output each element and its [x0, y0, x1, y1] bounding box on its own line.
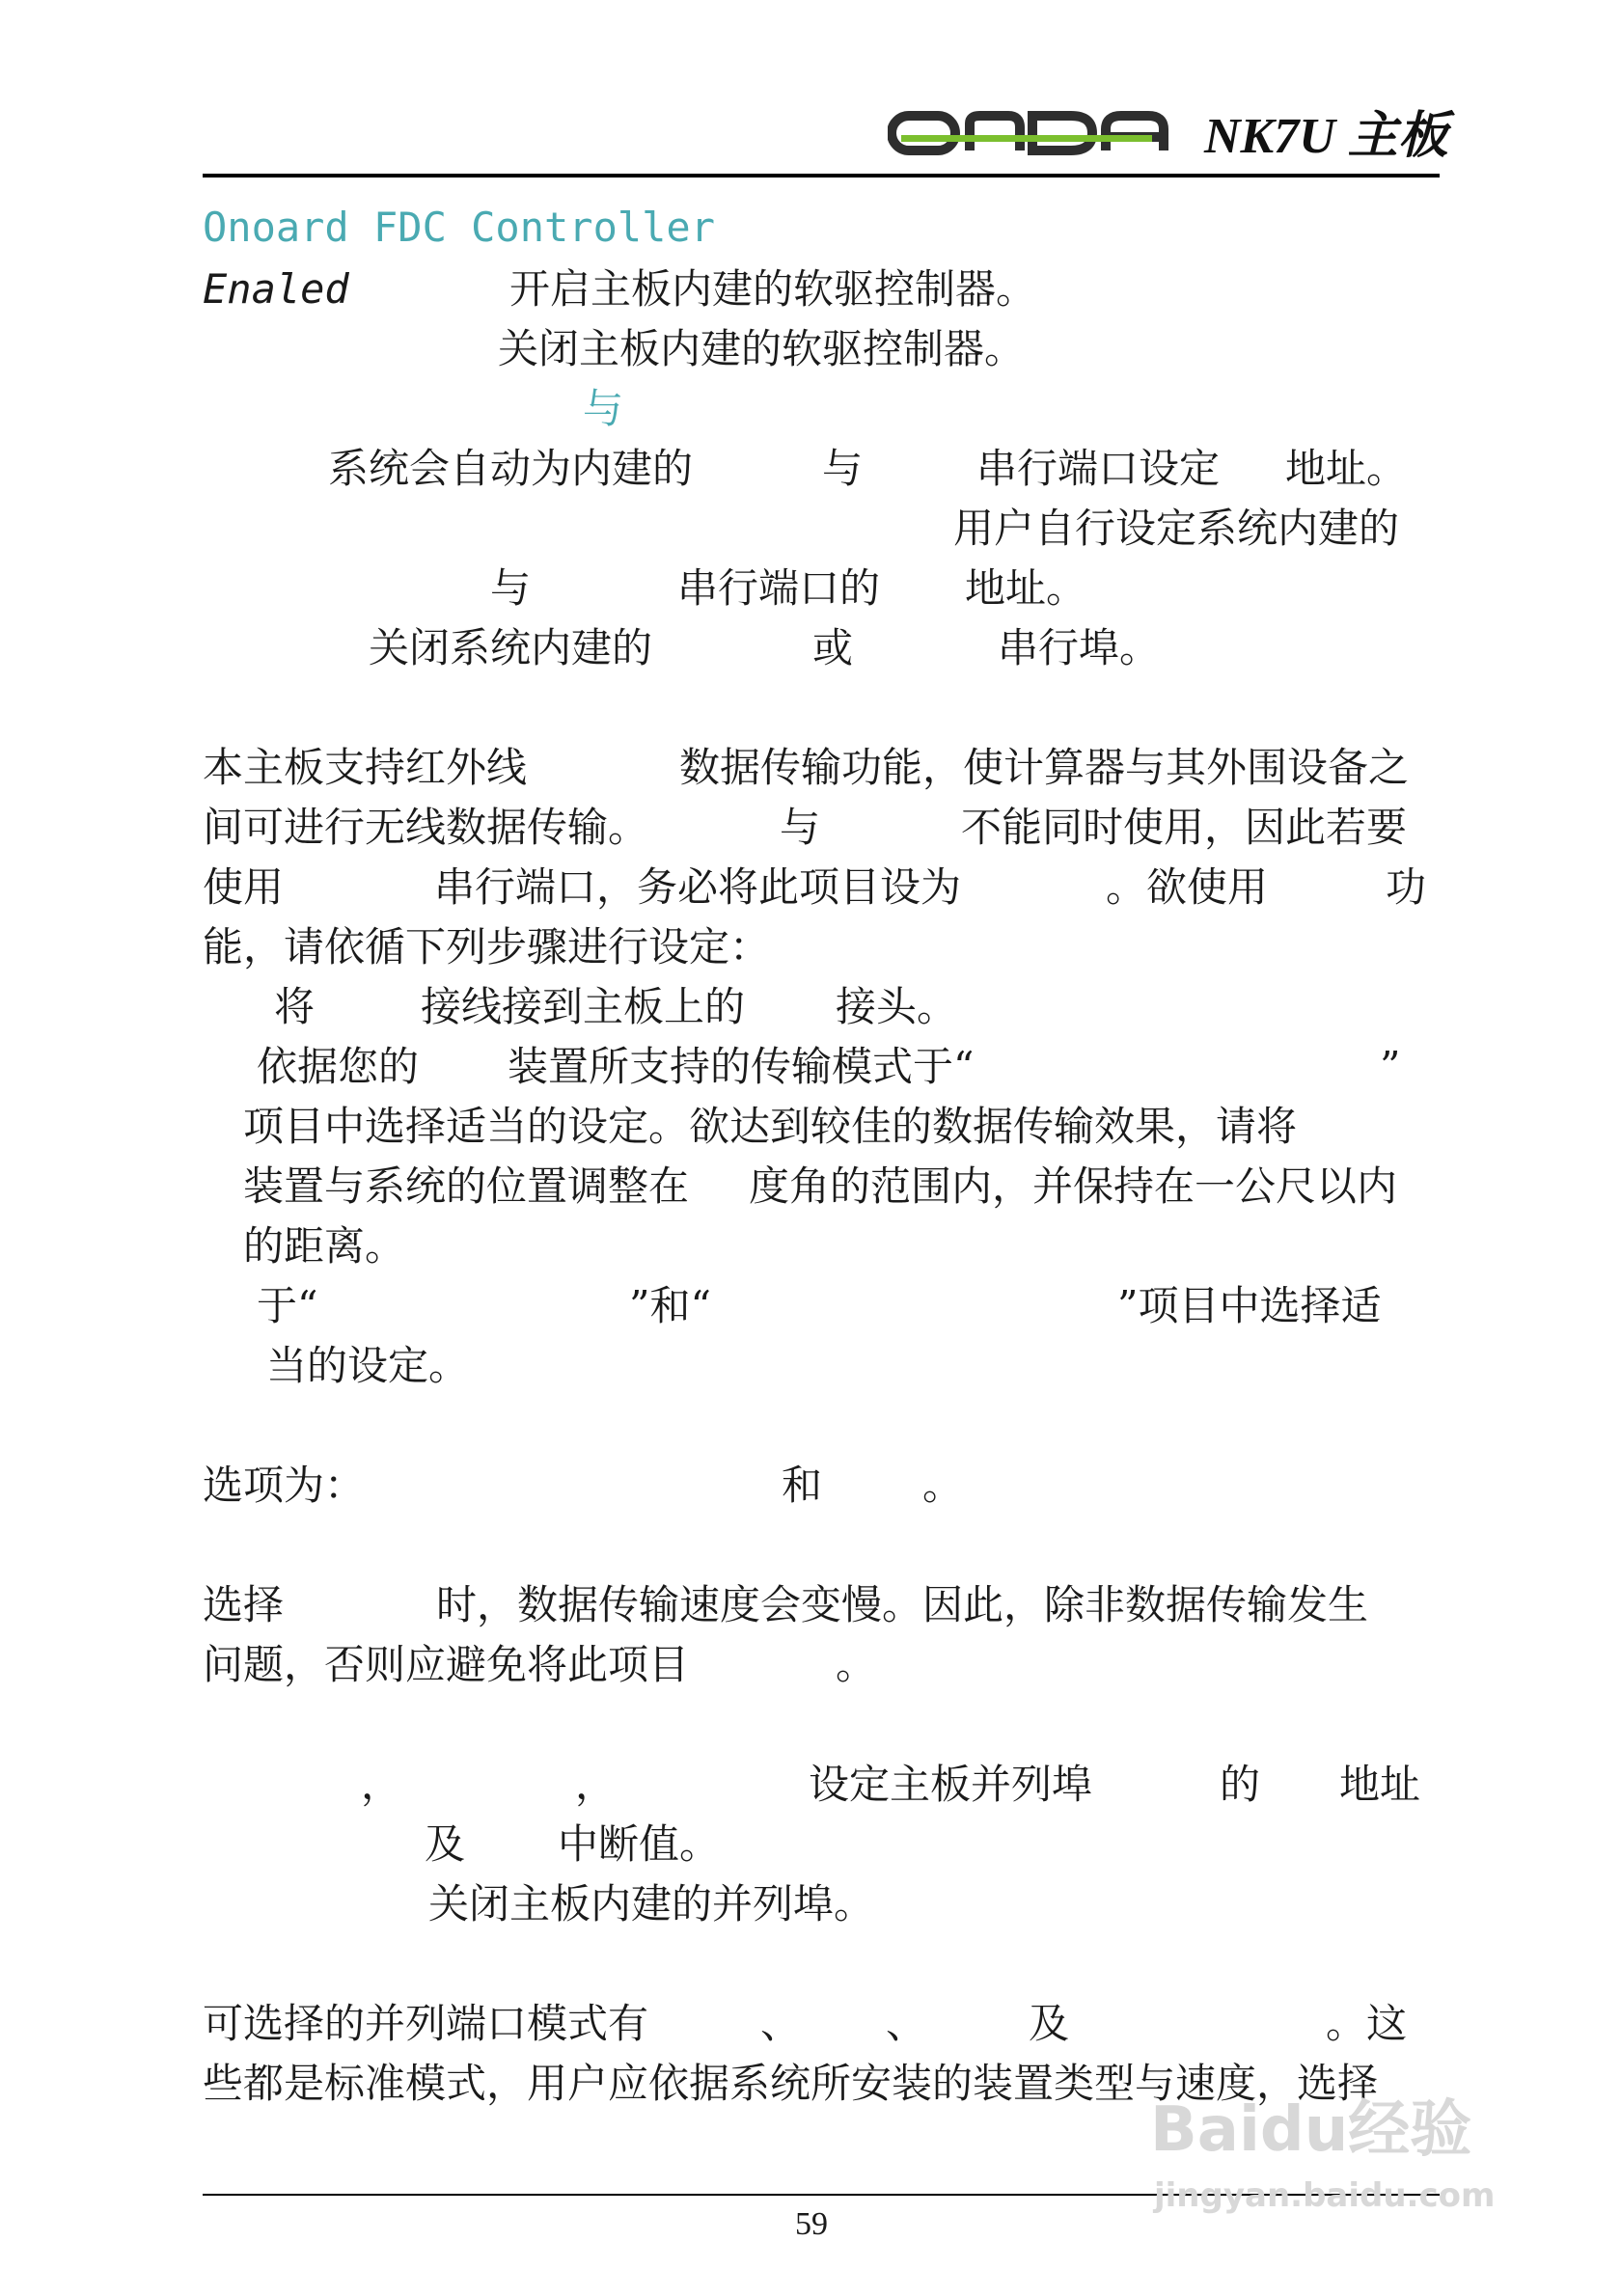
text-line: ” [1380, 1043, 1401, 1090]
text-line: 本主板支持红外线 [203, 744, 528, 791]
text-line: ”项目中选择适 [1117, 1282, 1382, 1329]
header-rule [203, 174, 1440, 178]
text-line: 与 [490, 564, 532, 612]
text-line: 使用 [203, 863, 285, 911]
text-line: 选择 [203, 1581, 285, 1628]
text-line: 中断值。 [558, 1820, 721, 1868]
text-line: 些都是标准模式，用户应依据系统所安装的装置类型与速度，选择 [203, 2060, 1379, 2107]
watermark-logo: Baidu经验 [1150, 2094, 1472, 2166]
text-line: 装置与系统的位置调整在 [243, 1162, 690, 1210]
text-line: 于“ [257, 1282, 318, 1329]
text-line: 设定主板并列埠 [809, 1761, 1093, 1808]
text-line: 能，请依循下列步骤进行设定： [203, 923, 771, 970]
text-line: 的距离。 [243, 1222, 406, 1270]
text-line: 项目中选择适当的设定。欲达到较佳的数据传输效果，请将 [243, 1103, 1298, 1150]
text-line: 或 [812, 624, 854, 671]
text-line: 接线接到主板上的 [421, 983, 746, 1030]
text-line: 。这 [1326, 2000, 1408, 2047]
text-line: 、 [760, 2000, 802, 2047]
text-line: 选项为： [203, 1462, 366, 1509]
text-line: 地址。 [965, 564, 1087, 612]
text-line: 接头。 [836, 983, 958, 1030]
text-line: 关闭主板内建的软驱控制器。 [498, 325, 1026, 372]
text-line: 。 [836, 1641, 877, 1688]
text-line: 地址 [1339, 1761, 1421, 1808]
text-line: 问题，否则应避免将此项目 [203, 1641, 690, 1688]
text-line: 串行端口的 [677, 564, 881, 612]
text-line: 、 [886, 2000, 927, 2047]
text-line: 。 [922, 1462, 964, 1509]
text-line: 与 [822, 445, 864, 492]
text-line: 关闭主板内建的并列埠。 [428, 1880, 875, 1927]
option-label: Enaled [203, 265, 349, 313]
text-line: 当的设定。 [266, 1342, 470, 1389]
text-line: 可选择的并列端口模式有 [203, 2000, 649, 2047]
text-line: 串行端口，务必将此项目设为 [434, 863, 962, 911]
text-line: ， [575, 1761, 617, 1808]
watermark-url: jingyan.baidu.com [1154, 2176, 1496, 2215]
text-line: 依据您的 [257, 1043, 420, 1090]
text-line: 的 [1220, 1761, 1261, 1808]
text-line: ”和“ [629, 1282, 711, 1329]
text-line: 串行埠。 [998, 624, 1161, 671]
text-line: 地址。 [1285, 445, 1408, 492]
text-line: 功 [1386, 863, 1427, 911]
text-line: 串行端口设定 [976, 445, 1221, 492]
text-line: 关闭系统内建的 [369, 624, 653, 671]
text-line: 与 [780, 804, 821, 851]
text-line: 和 [782, 1462, 823, 1509]
onda-logo-icon [888, 108, 1177, 166]
text-line: 间可进行无线数据传输。 [203, 804, 649, 851]
page-number: 59 [795, 2206, 828, 2242]
text-line: 及 [425, 1820, 466, 1868]
text-line: 。欲使用 [1106, 863, 1269, 911]
text-line: 装置所支持的传输模式于“ [508, 1043, 975, 1090]
text-line: 数据传输功能，使计算器与其外围设备之 [679, 744, 1410, 791]
model-title: NK7U 主板 [1204, 109, 1448, 164]
text-line: 不能同时使用，因此若要 [961, 804, 1408, 851]
text-line: 度角的范围内，并保持在一公尺以内 [749, 1162, 1398, 1210]
text-line: 将 [274, 983, 316, 1030]
text-line: 系统会自动为内建的 [328, 445, 694, 492]
onda-logo [888, 108, 1177, 170]
text-line: 时，数据传输速度会变慢。因此，除非数据传输发生 [436, 1581, 1369, 1628]
text-line: 开启主板内建的软驱控制器。 [509, 265, 1037, 313]
section-heading: 与 [583, 385, 624, 432]
text-line: 及 [1029, 2000, 1070, 2047]
section-heading: Onoard FDC Controller [203, 204, 716, 251]
text-line: 用户自行设定系统内建的 [953, 505, 1400, 552]
text-line: ， [361, 1761, 402, 1808]
